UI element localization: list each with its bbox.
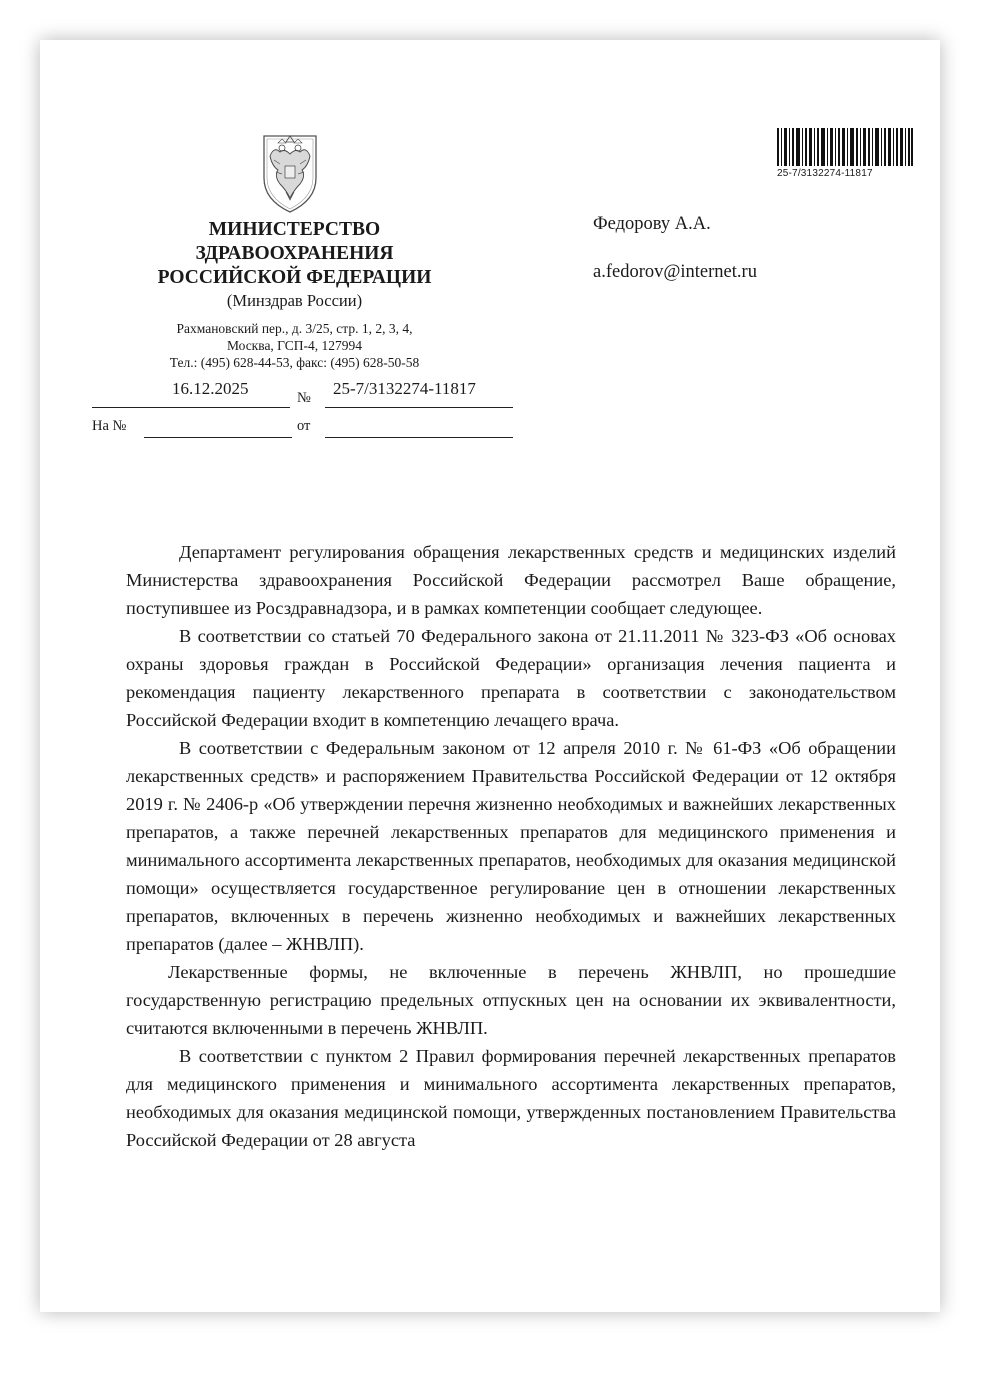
ministry-name-line3: РОССИЙСКОЙ ФЕДЕРАЦИИ (157, 267, 432, 288)
ministry-name-line1: МИНИСТЕРСТВО (208, 219, 381, 240)
recipient-email: a.fedorov@internet.ru (593, 262, 757, 282)
phone-fax-line: Тел.: (495) 628-44-53, факс: (495) 628-50-58 (169, 355, 420, 370)
body-paragraph: В соответствии со статьей 70 Федерального закона от 21.11.2011 № 323-ФЗ «Об основах охраны здоровья граждан в Российской Федерации» организация лечения пациента и рекомендация пациенту лекарственного препарата в соответствии с законодательством Российской Федерации входит в компетенцию лечащего врача. (126, 626, 896, 730)
reply-to-label: На № (92, 418, 127, 434)
barcode-number: 25-7/3132274-11817 (777, 168, 873, 179)
from-label: от (297, 418, 311, 434)
body-paragraph: Лекарственные формы, не включенные в перечень ЖНВЛП, но прошедшие государственную регистрацию предельных отпускных цен на основании их эквивалентности, считаются включенными в перечень ЖНВЛП. (126, 962, 896, 1038)
registration-number: 25-7/3132274-11817 (333, 379, 476, 398)
recipient-name: Федорову А.А. (593, 214, 711, 234)
barcode-icon (777, 128, 913, 166)
reply-to-underline (144, 437, 292, 438)
ministry-short-name: (Минздрав России) (226, 291, 363, 310)
coat-of-arms-icon (258, 126, 322, 216)
letter-page (40, 40, 940, 1312)
body-paragraph: Департамент регулирования обращения лекарственных средств и медицинских изделий Министерства здравоохранения Российской Федерации рассмотрел Ваше обращение, поступившее из Росздравнадзора, и в рамках компетенции сообщает следующее. (126, 542, 896, 618)
date-underline (92, 407, 290, 408)
address-line-2: Москва, ГСП-4, 127994 (226, 338, 363, 353)
registration-date: 16.12.2025 (172, 379, 249, 398)
ministry-address (92, 320, 497, 371)
letter-body (126, 538, 896, 1154)
number-sign: № (297, 390, 311, 406)
body-paragraph: В соответствии с Федеральным законом от 12 апреля 2010 г. № 61-ФЗ «Об обращении лекарственных средств» и распоряжением Правительства Российской Федерации от 12 октября 2019 г. № 2406-р «Об утверждении перечня жизненно необходимых и важнейших лекарственных препаратов, а также перечней лекарственных препаратов для медицинского применения и минимального ассортимента лекарственных препаратов, необходимых для оказания медицинской помощи» осуществляется государственное регулирование цен в отношении лекарственных препаратов, включенных в перечень жизненно необходимых и важнейших лекарственных препаратов (далее – ЖНВЛП). (126, 738, 896, 954)
from-underline (325, 437, 513, 438)
address-line-1: Рахмановский пер., д. 3/25, стр. 1, 2, 3, 4, (176, 321, 413, 336)
body-paragraph: В соответствии с пунктом 2 Правил формирования перечней лекарственных препаратов для медицинского применения и минимального ассортимента лекарственных препаратов, необходимых для оказания медицинской помощи, утвержденных постановлением Правительства Российской Федерации от 28 августа (126, 1046, 896, 1150)
ministry-name (92, 218, 497, 312)
number-underline (325, 407, 513, 408)
ministry-name-line2: ЗДРАВООХРАНЕНИЯ (195, 243, 394, 264)
